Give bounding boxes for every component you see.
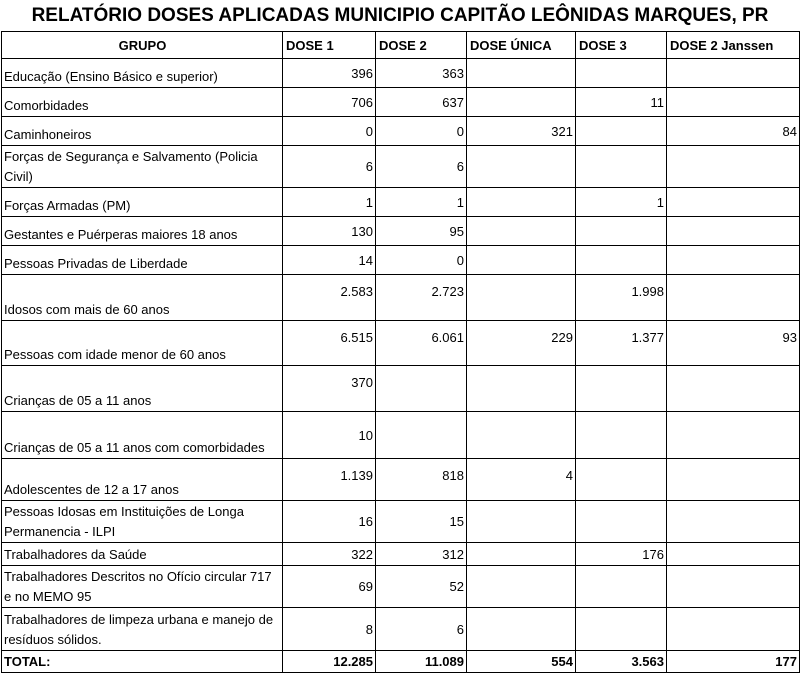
dose-unica-cell: 4 — [467, 459, 576, 501]
dose-unica-cell — [467, 366, 576, 412]
group-cell: Forças de Segurança e Salvamento (Policia Civil) — [2, 146, 283, 188]
dose3-cell: 1 — [576, 188, 667, 217]
dose1-cell: 1.139 — [283, 459, 376, 501]
group-cell: Forças Armadas (PM) — [2, 188, 283, 217]
dose2-cell: 1 — [376, 188, 467, 217]
dose1-cell: 10 — [283, 412, 376, 459]
dose2-cell: 52 — [376, 566, 467, 608]
dose2-janssen-cell — [667, 608, 800, 651]
doses-table — [1, 31, 800, 673]
group-cell: Trabalhadores de limpeza urbana e manejo de resíduos sólidos. — [2, 608, 283, 651]
dose3-cell: 1.998 — [576, 275, 667, 321]
dose3-cell: 1.377 — [576, 321, 667, 366]
dose2-janssen-cell — [667, 459, 800, 501]
dose3-cell — [576, 459, 667, 501]
dose2-janssen-cell — [667, 501, 800, 543]
dose2-cell: 0 — [376, 117, 467, 146]
col-header-dose3: DOSE 3 — [576, 32, 667, 59]
dose2-janssen-cell — [667, 366, 800, 412]
dose2-cell — [376, 412, 467, 459]
dose-unica-cell — [467, 501, 576, 543]
dose-unica-cell — [467, 146, 576, 188]
dose3-cell: 11 — [576, 88, 667, 117]
group-cell: Pessoas Idosas em Instituições de Longa Permanencia - ILPI — [2, 501, 283, 543]
header-row — [2, 32, 800, 59]
dose-unica-cell: 321 — [467, 117, 576, 146]
group-cell: Gestantes e Puérperas maiores 18 anos — [2, 217, 283, 246]
dose1-cell: 396 — [283, 59, 376, 88]
group-cell: Adolescentes de 12 a 17 anos — [2, 459, 283, 501]
group-cell: Trabalhadores Descritos no Ofício circular 717 e no MEMO 95 — [2, 566, 283, 608]
dose2-janssen-cell — [667, 217, 800, 246]
dose-unica-cell — [467, 59, 576, 88]
dose2-janssen-cell — [667, 88, 800, 117]
table-row — [2, 188, 800, 217]
table-row — [2, 59, 800, 88]
dose1-cell: 130 — [283, 217, 376, 246]
dose2-janssen-cell — [667, 412, 800, 459]
dose-unica-cell — [467, 188, 576, 217]
dose3-cell — [576, 608, 667, 651]
table-row — [2, 543, 800, 566]
table-row — [2, 88, 800, 117]
dose2-cell: 637 — [376, 88, 467, 117]
dose1-cell: 322 — [283, 543, 376, 566]
dose2-cell — [376, 366, 467, 412]
dose2-janssen-cell: 93 — [667, 321, 800, 366]
dose3-cell — [576, 146, 667, 188]
table-row — [2, 146, 800, 188]
group-cell: Pessoas com idade menor de 60 anos — [2, 321, 283, 366]
total-label: TOTAL: — [2, 651, 283, 673]
col-header-dose2-janssen: DOSE 2 Janssen — [667, 32, 800, 59]
dose-unica-cell — [467, 543, 576, 566]
total-dose1: 12.285 — [283, 651, 376, 673]
col-header-dose1: DOSE 1 — [283, 32, 376, 59]
group-cell: Pessoas Privadas de Liberdade — [2, 246, 283, 275]
table-row — [2, 366, 800, 412]
group-cell: Crianças de 05 a 11 anos — [2, 366, 283, 412]
total-dose2: 11.089 — [376, 651, 467, 673]
table-row — [2, 321, 800, 366]
dose-unica-cell — [467, 608, 576, 651]
dose-unica-cell — [467, 275, 576, 321]
dose3-cell — [576, 117, 667, 146]
table-row — [2, 275, 800, 321]
dose-unica-cell — [467, 566, 576, 608]
dose2-cell: 6 — [376, 608, 467, 651]
dose2-janssen-cell: 84 — [667, 117, 800, 146]
report-title: RELATÓRIO DOSES APLICADAS MUNICIPIO CAPITÃO LEÔNIDAS MARQUES, PR — [31, 5, 769, 26]
dose-unica-cell — [467, 217, 576, 246]
dose-unica-cell: 229 — [467, 321, 576, 366]
dose2-cell: 2.723 — [376, 275, 467, 321]
dose2-janssen-cell — [667, 59, 800, 88]
group-cell: Caminhoneiros — [2, 117, 283, 146]
dose2-janssen-cell — [667, 188, 800, 217]
dose2-janssen-cell — [667, 566, 800, 608]
dose3-cell — [576, 366, 667, 412]
dose1-cell: 8 — [283, 608, 376, 651]
table-row — [2, 459, 800, 501]
dose3-cell — [576, 217, 667, 246]
dose1-cell: 6.515 — [283, 321, 376, 366]
dose3-cell — [576, 501, 667, 543]
dose3-cell — [576, 566, 667, 608]
total-dose3: 3.563 — [576, 651, 667, 673]
table-row — [2, 217, 800, 246]
dose2-janssen-cell — [667, 146, 800, 188]
dose2-cell: 15 — [376, 501, 467, 543]
dose2-cell: 363 — [376, 59, 467, 88]
col-header-grupo: GRUPO — [2, 32, 283, 59]
group-cell: Idosos com mais de 60 anos — [2, 275, 283, 321]
dose1-cell: 1 — [283, 188, 376, 217]
dose2-janssen-cell — [667, 246, 800, 275]
dose1-cell: 69 — [283, 566, 376, 608]
dose-unica-cell — [467, 412, 576, 459]
dose3-cell: 176 — [576, 543, 667, 566]
dose1-cell: 6 — [283, 146, 376, 188]
dose1-cell: 16 — [283, 501, 376, 543]
dose1-cell: 14 — [283, 246, 376, 275]
col-header-dose-unica: DOSE ÚNICA — [467, 32, 576, 59]
total-row — [2, 651, 800, 673]
dose2-cell: 818 — [376, 459, 467, 501]
dose2-janssen-cell — [667, 543, 800, 566]
col-header-dose2: DOSE 2 — [376, 32, 467, 59]
dose1-cell: 706 — [283, 88, 376, 117]
dose-unica-cell — [467, 246, 576, 275]
group-cell: Trabalhadores da Saúde — [2, 543, 283, 566]
dose3-cell — [576, 412, 667, 459]
table-row — [2, 501, 800, 543]
dose2-cell: 95 — [376, 217, 467, 246]
dose-unica-cell — [467, 88, 576, 117]
dose1-cell: 0 — [283, 117, 376, 146]
total-dose2-janssen: 177 — [667, 651, 800, 673]
table-row — [2, 117, 800, 146]
group-cell: Educação (Ensino Básico e superior) — [2, 59, 283, 88]
total-dose-unica: 554 — [467, 651, 576, 673]
dose2-janssen-cell — [667, 275, 800, 321]
dose2-cell: 312 — [376, 543, 467, 566]
dose2-cell: 6 — [376, 146, 467, 188]
dose1-cell: 2.583 — [283, 275, 376, 321]
dose2-cell: 0 — [376, 246, 467, 275]
table-row — [2, 608, 800, 651]
group-cell: Crianças de 05 a 11 anos com comorbidades — [2, 412, 283, 459]
group-cell: Comorbidades — [2, 88, 283, 117]
dose3-cell — [576, 246, 667, 275]
dose1-cell: 370 — [283, 366, 376, 412]
table-row — [2, 566, 800, 608]
dose3-cell — [576, 59, 667, 88]
table-row — [2, 246, 800, 275]
dose2-cell: 6.061 — [376, 321, 467, 366]
table-row — [2, 412, 800, 459]
